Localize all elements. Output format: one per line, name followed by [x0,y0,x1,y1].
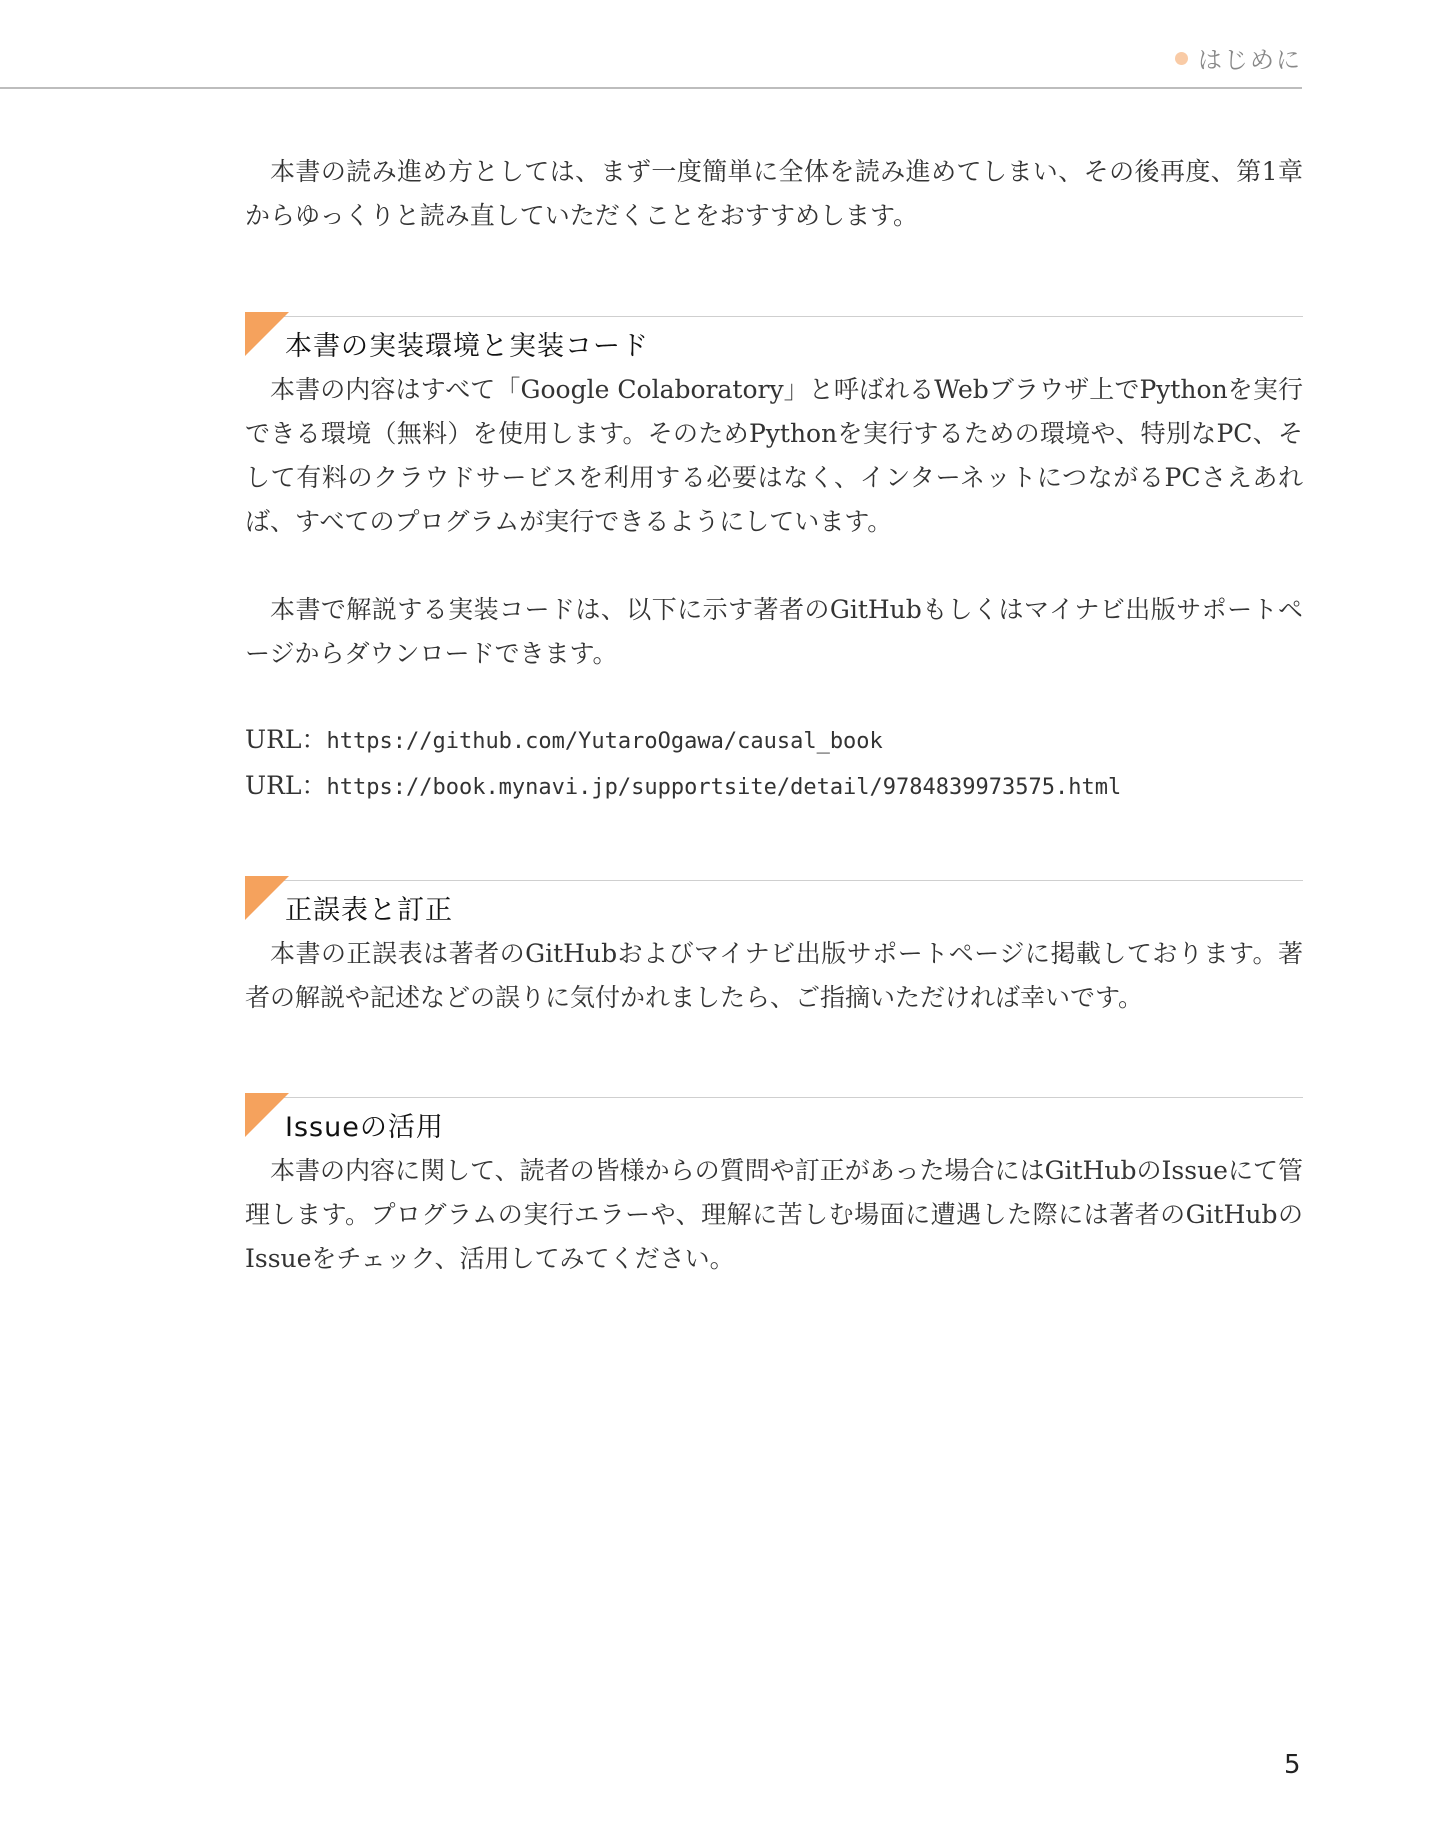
intro-block [245,150,1303,238]
header-title-text: はじめに [1198,46,1302,74]
section-implementation [245,316,1303,810]
section-title: Issueの活用 [285,1112,444,1143]
section-paragraph: 本書で解説する実装コードは、以下に示す著者のGitHubもしくはマイナビ出版サポートページからダウンロードできます。 [245,595,1303,668]
url-label: URL： [245,771,327,800]
url-label: URL： [245,725,327,754]
header-chapter-title [1175,40,1302,75]
section-rule [245,880,1303,881]
section-paragraph: 本書の内容に関して、読者の皆様からの質問や訂正があった場合にはGitHubのIssueにて管理します。プログラムの実行エラーや、理解に苦しむ場面に遭遇した際には著者のGitHubのIssueをチェック、活用してみてください。 [245,1156,1303,1273]
orange-corner-icon [245,876,289,920]
section-paragraph: 本書の内容はすべて「Google Colaboratory」と呼ばれるWebブラウザ上でPythonを実行できる環境（無料）を使用します。そのためPythonを実行するための環境や、特別なPC、そして有料のクラウドサービスを利用する必要はなく、インターネットにつながるPCさえあれば、すべてのプログラムが実行できるようにしています。 [245,375,1303,536]
header-dot-icon [1175,52,1188,65]
running-header [0,40,1302,89]
section-paragraph: 本書の正誤表は著者のGitHubおよびマイナビ出版サポートページに掲載しております。著者の解説や記述などの誤りに気付かれましたら、ご指摘いただければ幸いです。 [245,939,1303,1012]
support-page-url-link[interactable]: https://book.mynavi.jp/supportsite/detail/9784839973575.html [326,775,1122,800]
url-item [245,718,1303,764]
section-title: 本書の実装環境と実装コード [285,331,649,362]
intro-paragraph: 本書の読み進め方としては、まず一度簡単に全体を読み進めてしまい、その後再度、第1章からゆっくりと読み直していただくことをおすすめします。 [245,157,1303,230]
section-heading [245,1097,1303,1147]
section-rule [245,316,1303,317]
section-errata [245,880,1303,1020]
page-number: 5 [1284,1750,1301,1780]
orange-corner-icon [245,1093,289,1137]
section-rule [245,1097,1303,1098]
section-title: 正誤表と訂正 [285,895,453,926]
url-list [245,718,1303,810]
section-heading [245,316,1303,366]
section-heading [245,880,1303,930]
orange-corner-icon [245,312,289,356]
url-item [245,764,1303,810]
github-url-link[interactable]: https://github.com/YutaroOgawa/causal_book [326,729,883,754]
section-issue [245,1097,1303,1281]
